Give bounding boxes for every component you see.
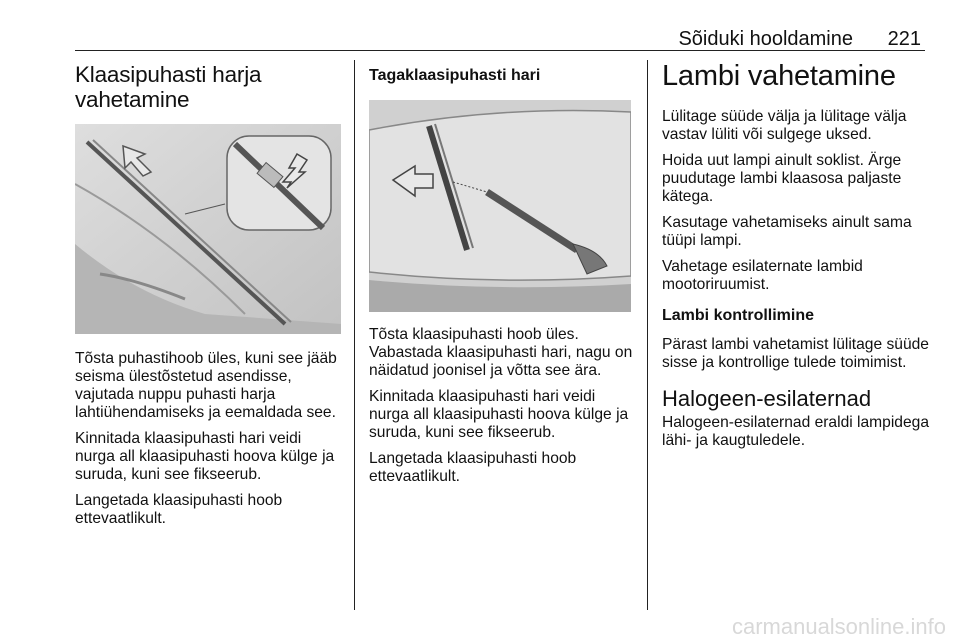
- paragraph: Kinnitada klaasipuhasti hari veidi nurga all klaasipuhasti hoova külge ja suruda, kuni see fikseerub.: [75, 430, 335, 483]
- column-divider: [647, 60, 648, 610]
- paragraph: Langetada klaasipuhasti hoob ettevaatlikult.: [75, 492, 283, 527]
- column-2: [369, 58, 633, 494]
- column-1: [75, 58, 343, 536]
- paragraph: Vahetage esilaternate lambid mootoriruumist.: [662, 258, 863, 293]
- paragraph: Hoida uut lampi ainult soklist. Ärge puudutage lambi klaasosa paljaste kätega.: [662, 152, 902, 205]
- column-divider: [354, 60, 355, 610]
- subheading-bulb-check: Lambi kontrollimine: [662, 307, 815, 324]
- page-header: [75, 0, 925, 51]
- watermark: carmanualsonline.info: [731, 614, 946, 639]
- column-3: [662, 58, 930, 458]
- heading-rear-wiper: Tagaklaasipuhasti hari: [369, 67, 541, 84]
- paragraph: Kasutage vahetamiseks ainult sama tüüpi lampi.: [662, 214, 912, 249]
- paragraph: Halogeen-esilaternad eraldi lampidega lähi- ja kaugtuledele.: [662, 414, 929, 449]
- heading-wiper-blade: Klaasipuhasti harja vahetamine: [75, 62, 262, 112]
- section-title: Sõiduki hooldamine: [678, 28, 853, 50]
- paragraph: Lülitage süüde välja ja lülitage välja vastav lüliti või sulgege uksed.: [662, 108, 907, 143]
- paragraph: Langetada klaasipuhasti hoob ettevaatlikult.: [369, 450, 577, 485]
- heading-halogen-headlights: Halogeen-esilaternad: [662, 386, 872, 411]
- paragraph: Pärast lambi vahetamist lülitage süüde sisse ja kontrollige tulede toimimist.: [662, 336, 929, 371]
- paragraph: Kinnitada klaasipuhasti hari veidi nurga all klaasipuhasti hoova külge ja suruda, kuni see fikseerub.: [369, 388, 629, 441]
- paragraph: Tõsta klaasipuhasti hoob üles. Vabastada klaasipuhasti hari, nagu on näidatud joonisel ja võtta see ära.: [369, 326, 633, 379]
- heading-bulb-replacement: Lambi vahetamine: [662, 60, 896, 92]
- paragraph: Tõsta puhastihoob üles, kuni see jääb seisma ülestõstetud asendisse, vajutada nuppu puhasti harja lahtiühendamiseks ja eemaldada see.: [75, 350, 337, 421]
- front-wiper-illustration: [75, 124, 341, 334]
- rear-wiper-illustration: [369, 100, 631, 312]
- page-number: 221: [887, 28, 921, 50]
